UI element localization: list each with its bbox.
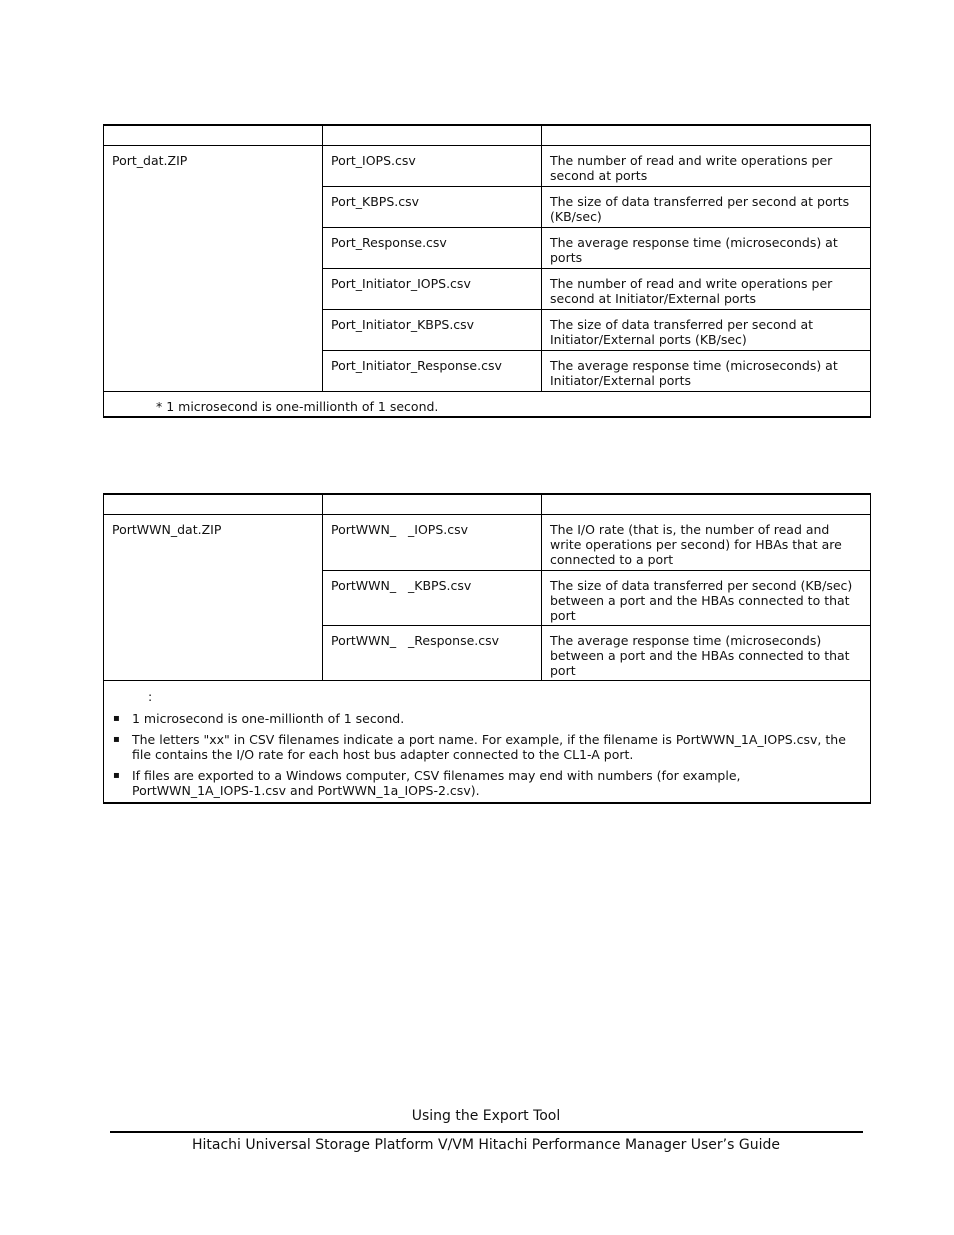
note-text: 1 microsecond is one-millionth of 1 second. [132, 711, 405, 726]
list-item [112, 732, 862, 762]
description-cell: The I/O rate (that is, the number of read and write operations per second) for HBAs that are connected to a port [542, 515, 871, 571]
bullet-icon: ▪ [113, 713, 120, 724]
header-cell [104, 494, 323, 515]
csv-file-cell: Port_Initiator_IOPS.csv [323, 269, 542, 310]
description-cell: The size of data transferred per second (KB/sec) between a port and the HBAs connected to that port [542, 571, 871, 626]
description-cell: The average response time (microseconds) at Initiator/External ports [542, 351, 871, 392]
notes-row [104, 681, 871, 804]
table-header-row [104, 494, 871, 515]
zip-file-cell: PortWWN_dat.ZIP [104, 515, 323, 681]
zip-file-cell: Port_dat.ZIP [104, 146, 323, 392]
footer-book-title: Hitachi Universal Storage Platform V/VM Hitachi Performance Manager User’s Guide [192, 1137, 780, 1153]
bullet-icon: ▪ [113, 734, 120, 745]
description-cell: The size of data transferred per second at ports (KB/sec) [542, 187, 871, 228]
footnote-text: * 1 microsecond is one-millionth of 1 second. [156, 399, 439, 414]
list-item [112, 768, 862, 798]
notes-cell [104, 681, 871, 804]
csv-file-cell: Port_Response.csv [323, 228, 542, 269]
description-cell: The average response time (microseconds) at ports [542, 228, 871, 269]
csv-file-cell: PortWWN_ _Response.csv [323, 626, 542, 681]
csv-file-cell: Port_Initiator_KBPS.csv [323, 310, 542, 351]
header-cell [542, 125, 871, 146]
note-text: If files are exported to a Windows computer, CSV filenames may end with numbers (for example, PortWWN_1A_IOPS-1.csv and PortWWN_1a_IOPS-2.csv). [132, 768, 741, 798]
description-cell: The average response time (microseconds) between a port and the HBAs connected to that port [542, 626, 871, 681]
csv-file-cell: PortWWN_ _KBPS.csv [323, 571, 542, 626]
description-cell: The number of read and write operations per second at Initiator/External ports [542, 269, 871, 310]
notes-label: : [148, 689, 153, 704]
footnote-row [104, 392, 871, 418]
table-header-row [104, 125, 871, 146]
port-files-table [103, 124, 871, 418]
table-row [104, 146, 871, 187]
portwwn-files-table [103, 493, 871, 804]
footer-section-title: Using the Export Tool [411, 1108, 561, 1124]
header-cell [542, 494, 871, 515]
description-cell: The number of read and write operations per second at ports [542, 146, 871, 187]
notes-list [112, 711, 862, 798]
description-cell: The size of data transferred per second at Initiator/External ports (KB/sec) [542, 310, 871, 351]
footnote-cell [104, 392, 871, 418]
footer-divider [110, 1131, 863, 1133]
csv-file-cell: Port_KBPS.csv [323, 187, 542, 228]
note-text: The letters "xx" in CSV filenames indicate a port name. For example, if the filename is PortWWN_1A_IOPS.csv, the file contains the I/O rate for each host bus adapter connected to the CL1-A port. [132, 732, 846, 762]
csv-file-cell: PortWWN_ _IOPS.csv [323, 515, 542, 571]
table-row [104, 515, 871, 571]
header-cell [323, 125, 542, 146]
csv-file-cell: Port_Initiator_Response.csv [323, 351, 542, 392]
list-item [112, 711, 862, 726]
header-cell [323, 494, 542, 515]
bullet-icon: ▪ [113, 770, 120, 781]
csv-file-cell: Port_IOPS.csv [323, 146, 542, 187]
header-cell [104, 125, 323, 146]
